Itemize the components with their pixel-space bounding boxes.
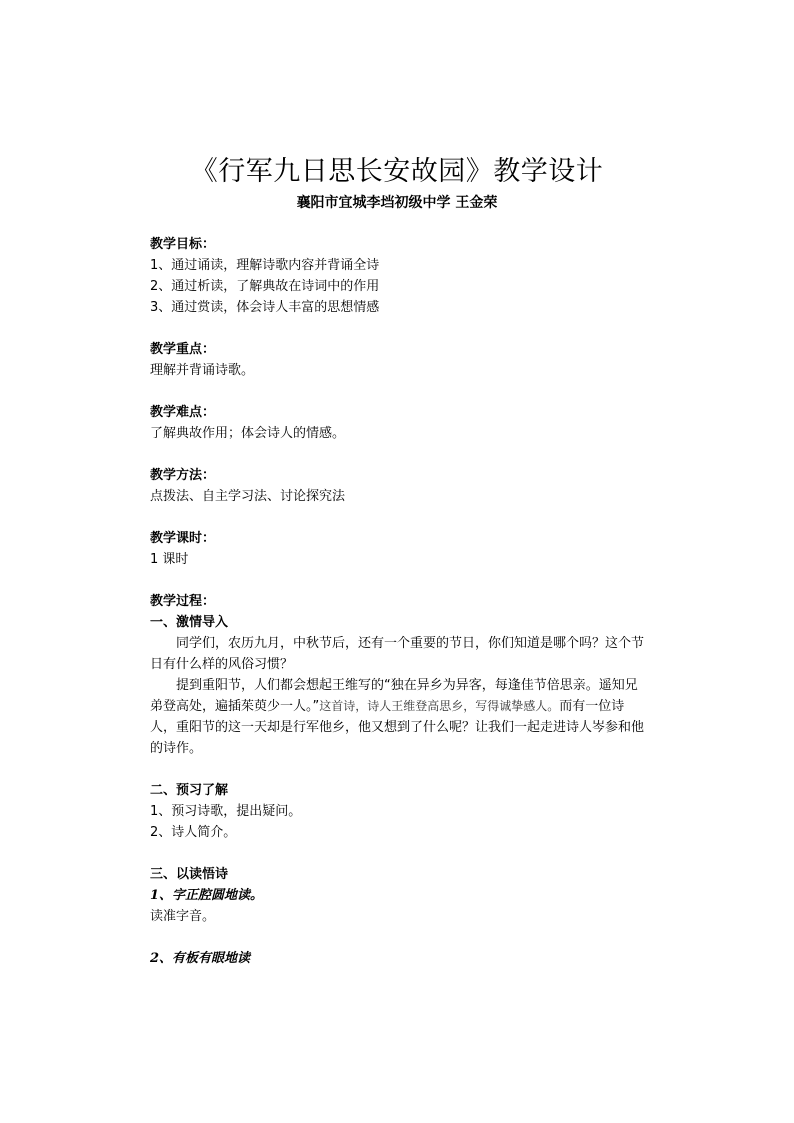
- hours-heading: 教学课时：: [150, 531, 216, 546]
- goal-item: 3、通过赏读，体会诗人丰富的思想情感: [150, 300, 380, 315]
- section-3-heading: 三、以读悟诗: [150, 867, 229, 882]
- method-heading: 教学方法：: [150, 468, 216, 483]
- poem-comment-text: 这首诗，诗人王维登高思乡，写得诚挚感人。: [319, 699, 560, 713]
- preview-item: 2、诗人简介。: [150, 825, 237, 840]
- goals-heading: 教学目标：: [150, 237, 216, 252]
- preview-item: 1、预习诗歌，提出疑问。: [150, 804, 302, 819]
- section-1-paragraph: 同学们，农历九月，中秋节后，还有一个重要的节日，你们知道是哪个吗？这个节日有什么样的风俗习惯？: [150, 636, 645, 672]
- difficulty-text: 了解典故作用；体会诗人的情感。: [150, 426, 346, 441]
- transition-text: 而有一位诗人，重阳节的这一天却是行军他乡，他又想到了什么呢？让我们一起走进诗人岑参和他的诗作。: [150, 699, 645, 756]
- page-title: 《行军九日思长安故园》教学设计: [190, 156, 604, 187]
- method-text: 点拨法、自主学习法、讨论探究法: [150, 489, 346, 504]
- author-line: 襄阳市宜城李垱初级中学 王金荣: [296, 195, 498, 211]
- goal-item: 1、通过诵读，理解诗歌内容并背诵全诗: [150, 258, 380, 273]
- key-point-heading: 教学重点：: [150, 342, 216, 357]
- goal-item: 2、通过析读，了解典故在诗词中的作用: [150, 279, 380, 294]
- section-2-heading: 二、预习了解: [150, 783, 229, 798]
- reading-step-1-text: 读准字音。: [150, 909, 216, 924]
- reading-step-1-heading: 1、字正腔圆地读。: [150, 888, 264, 903]
- reading-step-2-heading: 2、有板有眼地读: [150, 951, 251, 966]
- poem-quote-text: 提到重阳节，人们都会想起王维写的“独在异乡为异客，每逢佳节倍思亲。遥知兄弟登高处，遍插茱萸少一人。”: [150, 678, 638, 714]
- section-1-paragraph-2: [150, 675, 650, 759]
- difficulty-heading: 教学难点：: [150, 405, 216, 420]
- key-point-text: 理解并背诵诗歌。: [150, 363, 255, 378]
- process-heading: 教学过程：: [150, 594, 216, 609]
- section-1-heading: 一、激情导入: [150, 615, 229, 630]
- document-body: [150, 234, 650, 969]
- hours-text: 1 课时: [150, 552, 189, 567]
